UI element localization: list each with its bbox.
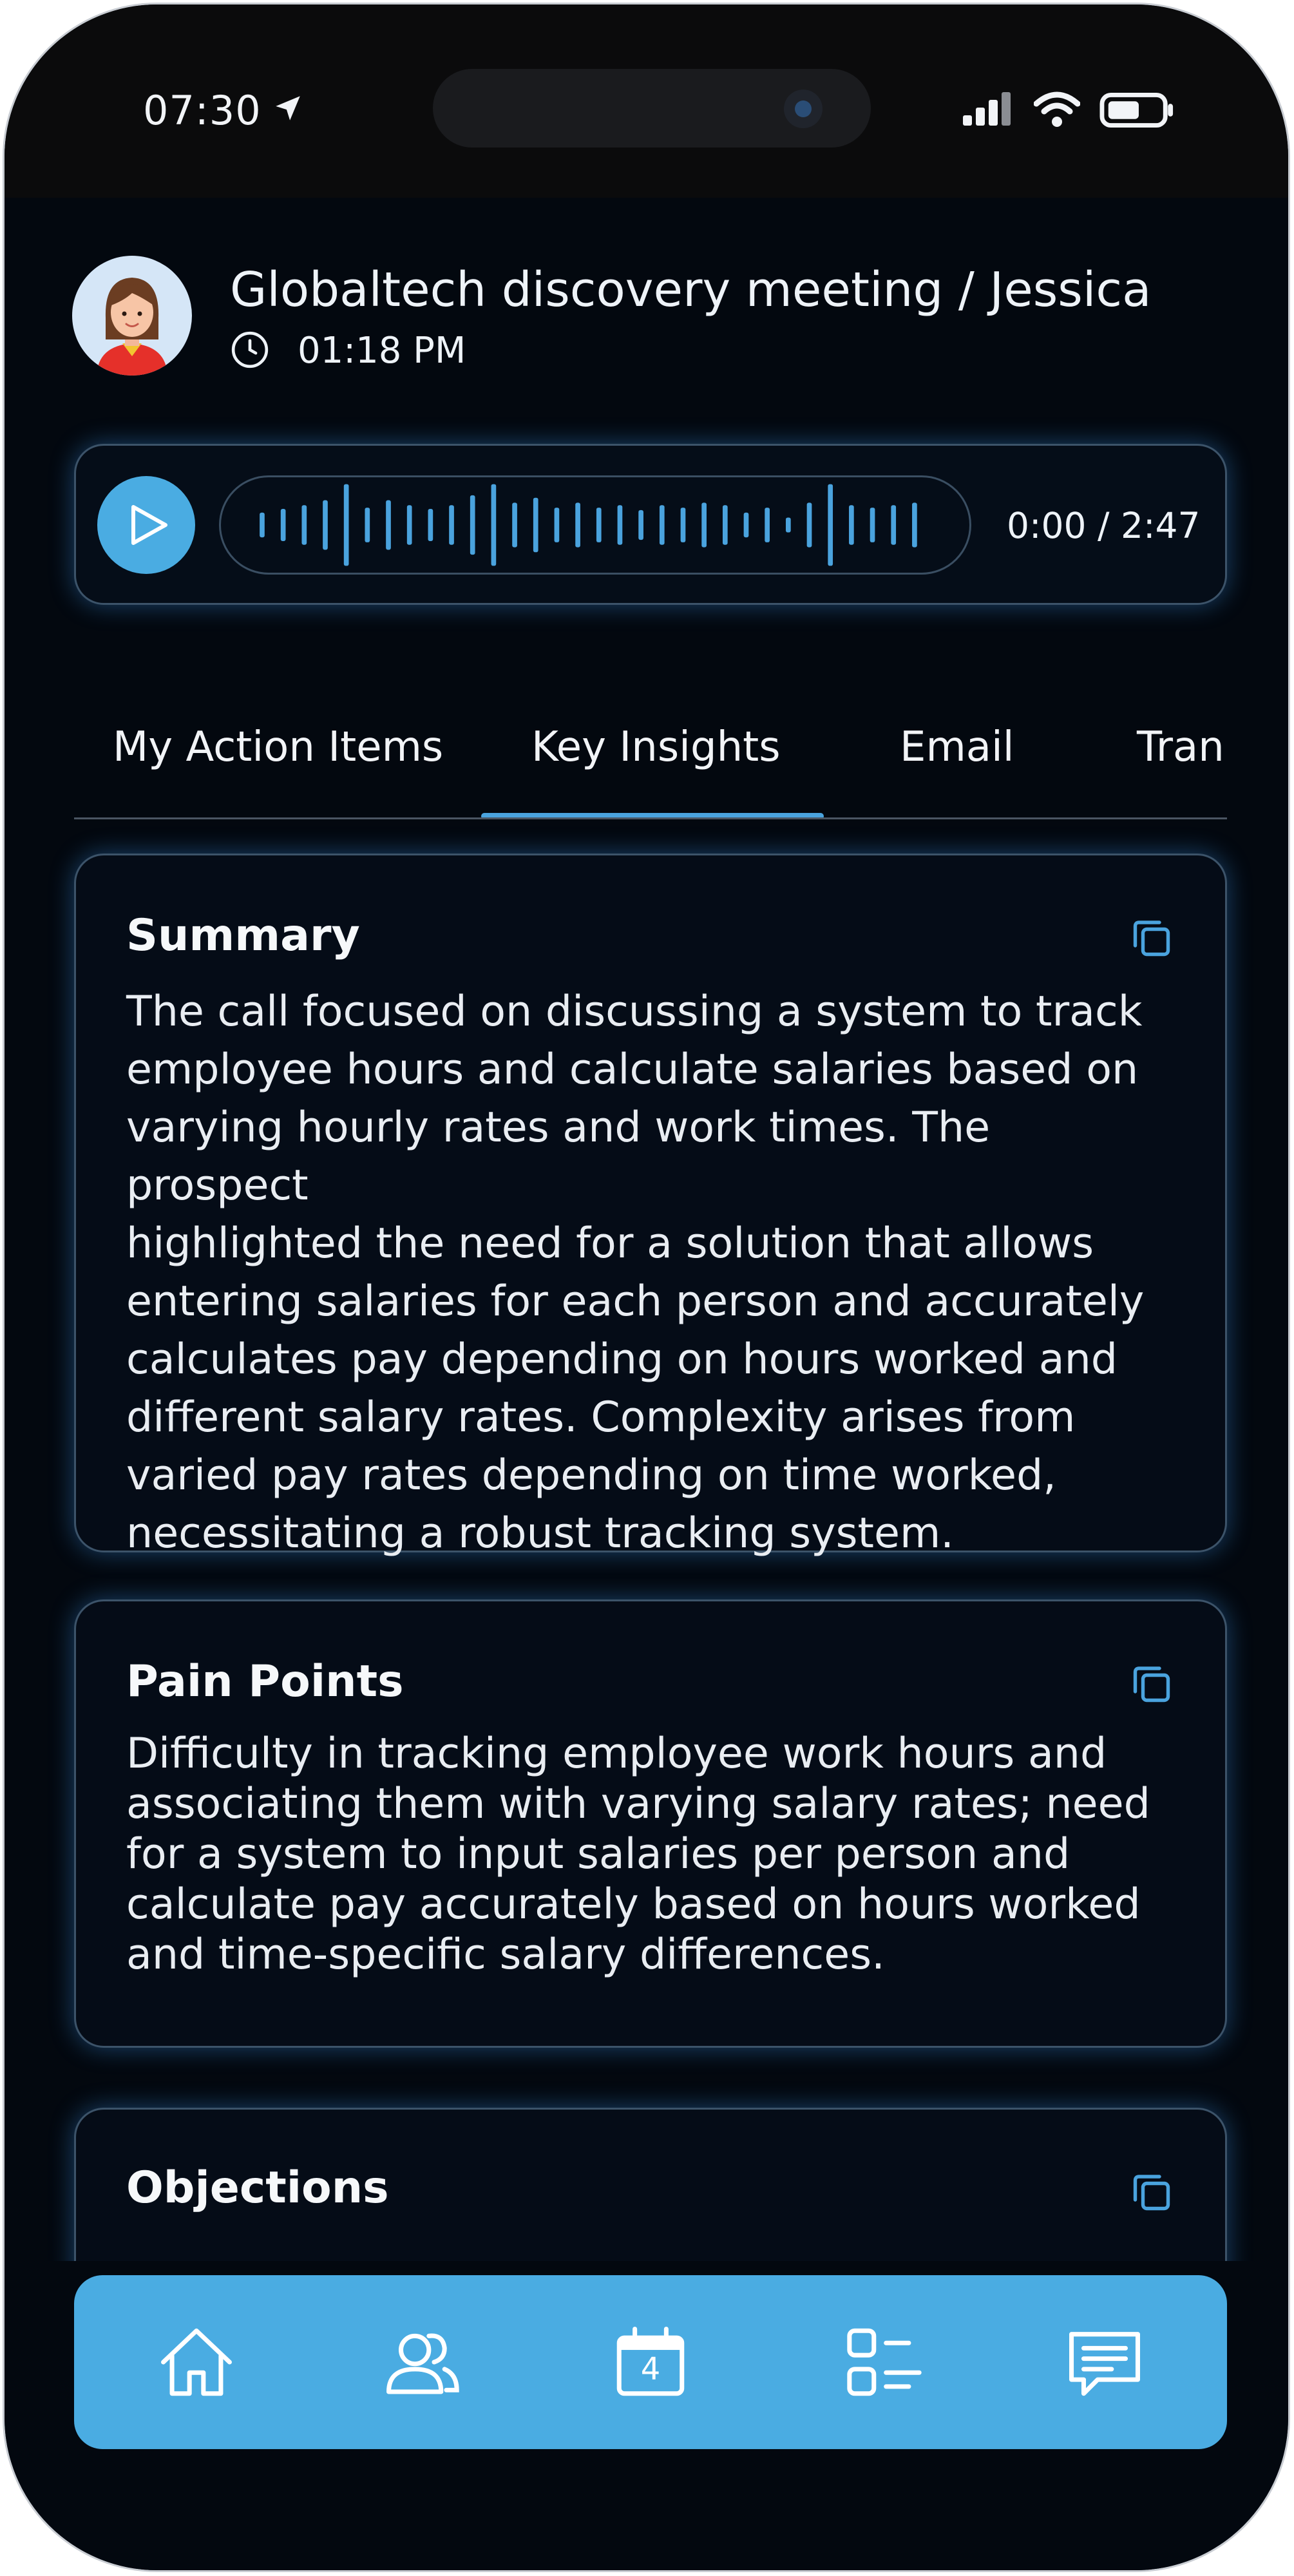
summary-line: different salary rates. Complexity arises from — [126, 1393, 1076, 1442]
chat-icon[interactable] — [1063, 2320, 1147, 2404]
cellular-signal-icon — [963, 92, 1014, 126]
waveform-bar — [849, 505, 854, 545]
waveform-bar — [828, 484, 833, 566]
waveform — [221, 477, 969, 573]
calendar-day: 4 — [640, 2351, 661, 2387]
tab-bar — [74, 713, 1227, 819]
summary-line: necessitating a robust tracking system. — [126, 1509, 954, 1558]
waveform-bar — [765, 508, 770, 542]
waveform-bar — [744, 513, 749, 537]
avatar[interactable] — [72, 256, 192, 376]
copy-icon[interactable] — [1128, 2169, 1175, 2215]
waveform-bar — [786, 517, 791, 532]
location-arrow-icon — [272, 92, 304, 124]
waveform-bar — [870, 508, 875, 542]
summary-line: The call focused on discussing a system to track — [126, 987, 1143, 1036]
summary-title: Summary — [126, 910, 360, 961]
waveform-bar — [701, 502, 707, 547]
play-button[interactable] — [97, 476, 195, 574]
pain-points-line: and time-specific salary differences. — [126, 1931, 885, 1979]
summary-text — [126, 983, 1176, 1563]
summary-line: varied pay rates depending on time worked, — [126, 1451, 1056, 1500]
summary-line: highlighted the need for a solution that allows — [126, 1219, 1094, 1268]
summary-line: varying hourly rates and work times. The prospect — [126, 1103, 991, 1210]
bottom-nav — [74, 2275, 1227, 2449]
waveform-bar — [428, 509, 433, 541]
playback-time — [1007, 505, 1201, 546]
waveform-bar — [470, 495, 475, 555]
waveform-bar — [807, 502, 812, 547]
status-time: 07:30 — [143, 87, 262, 134]
wifi-icon — [1034, 90, 1080, 128]
waveform-bar — [386, 501, 391, 550]
waveform-bar — [512, 502, 517, 547]
copy-icon[interactable] — [1128, 1661, 1175, 1707]
pain-points-line: calculate pay accurately based on hours worked — [126, 1880, 1141, 1929]
calendar-button[interactable] — [609, 2320, 692, 2404]
camera-icon — [784, 90, 823, 128]
pain-points-line: associating them with varying salary rates; need — [126, 1780, 1150, 1828]
pain-points-line: for a system to input salaries per person and — [126, 1830, 1070, 1878]
summary-line: entering salaries for each person and accurately — [126, 1277, 1145, 1326]
waveform-bar — [323, 501, 328, 550]
time-separator: / — [1098, 505, 1110, 546]
pain-points-card — [74, 1599, 1227, 2048]
waveform-bar — [449, 505, 454, 545]
screen — [3, 3, 1290, 2572]
tab-my-action-items[interactable]: My Action Items — [113, 723, 444, 771]
summary-card — [74, 854, 1227, 1558]
pain-points-text — [126, 1729, 1176, 1980]
waveform-bar — [891, 505, 896, 545]
waveform-bar — [281, 509, 286, 541]
waveform-bar — [723, 505, 728, 545]
pain-points-line: Difficulty in tracking employee work hours and — [126, 1730, 1107, 1778]
waveform-bar — [575, 502, 580, 547]
waveform-bar — [533, 498, 538, 553]
waveform-bar — [912, 502, 917, 547]
battery-icon — [1099, 92, 1175, 128]
copy-icon[interactable] — [1128, 915, 1175, 961]
waveform-bar — [491, 484, 497, 566]
current-time: 0:00 — [1007, 505, 1087, 546]
status-bar — [5, 5, 1288, 198]
tab-key-insights[interactable]: Key Insights — [531, 723, 781, 771]
waveform-bar — [638, 510, 643, 540]
waveform-scrubber[interactable] — [219, 475, 971, 575]
waveform-bar — [344, 484, 349, 566]
meeting-title: Globaltech discovery meeting / Jessica — [230, 262, 1152, 318]
total-time: 2:47 — [1121, 505, 1201, 546]
waveform-bar — [555, 508, 560, 542]
waveform-bar — [618, 505, 623, 545]
waveform-bar — [660, 505, 665, 545]
tab-email[interactable]: Email — [900, 723, 1014, 771]
pain-points-title: Pain Points — [126, 1656, 404, 1707]
summary-line: employee hours and calculate salaries based on — [126, 1045, 1139, 1094]
tab-transcript[interactable]: Tran — [1137, 723, 1224, 771]
clock-icon — [230, 330, 270, 370]
waveform-bar — [681, 508, 686, 542]
waveform-bar — [596, 508, 602, 542]
play-icon — [97, 476, 195, 574]
summary-line: calculates pay depending on hours worked and — [126, 1335, 1118, 1384]
objections-title: Objections — [126, 2162, 389, 2213]
users-icon[interactable] — [380, 2320, 464, 2404]
active-tab-indicator — [481, 813, 824, 819]
waveform-bar — [260, 513, 265, 537]
meeting-time: 01:18 PM — [298, 330, 466, 372]
waveform-bar — [301, 505, 307, 545]
audio-player — [74, 444, 1227, 605]
home-icon[interactable] — [155, 2320, 238, 2404]
tasks-icon[interactable] — [842, 2320, 926, 2404]
waveform-bar — [407, 505, 412, 545]
waveform-bar — [365, 508, 370, 542]
avatar-illustration — [72, 256, 192, 376]
